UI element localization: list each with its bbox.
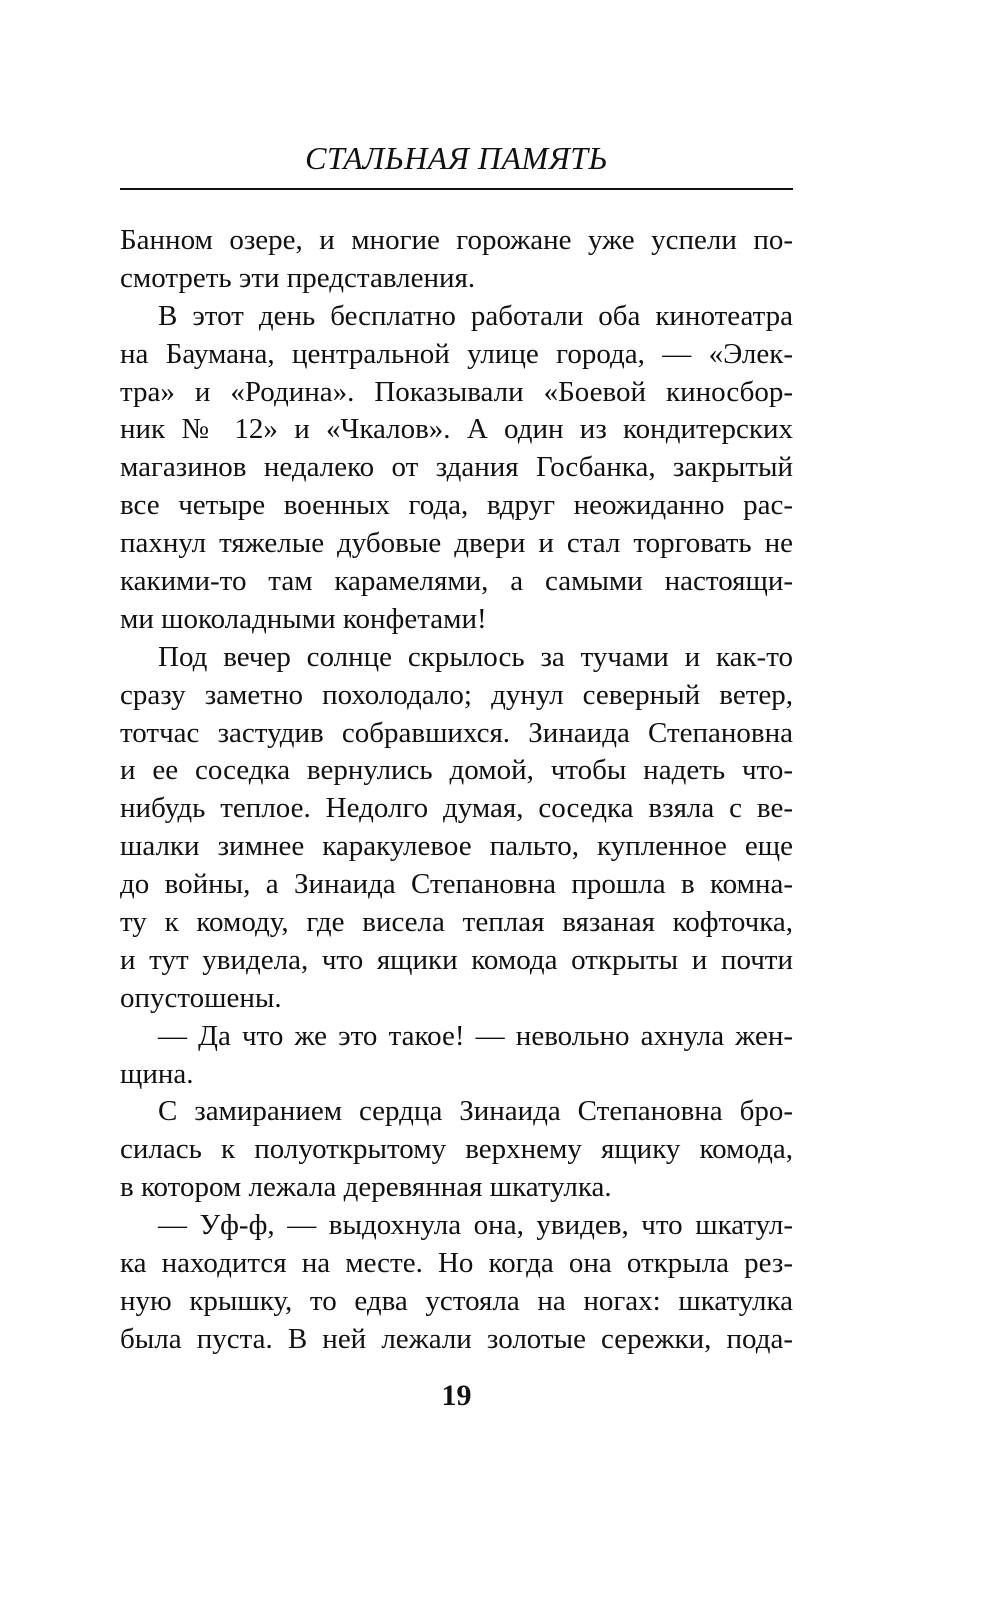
- text-line: смотреть эти представления.: [120, 261, 476, 294]
- text-line: ную крышку, то едва устояла на ногах: шкатулка: [120, 1284, 793, 1317]
- text-line: была пуста. В ней лежали золотые сережки, пода-: [120, 1322, 793, 1355]
- text-line: ту к комоду, где висела теплая вязаная кофточка,: [120, 906, 793, 939]
- text-line: и тут увидела, что ящики комода открыты и почти: [120, 943, 793, 976]
- text-line: Под вечер солнце скрылось за тучами и как-то: [158, 640, 793, 673]
- text-line: магазинов недалеко от здания Госбанка, закрытый: [120, 451, 793, 484]
- text-line: Банном озере, и многие горожане уже успели по-: [120, 224, 793, 256]
- text-line: все четыре военных года, вдруг неожиданно рас-: [120, 489, 793, 522]
- text-line: пахнул тяжелые дубовые двери и стал торговать не: [120, 527, 793, 560]
- text-line: С замиранием сердца Зинаида Степановна бро-: [158, 1095, 793, 1128]
- text-line: шалки зимнее каракулевое пальто, купленное еще: [120, 830, 793, 863]
- text-line: щина.: [120, 1057, 194, 1090]
- text-line: — Уф-ф, — выдохнула она, увидев, что шкатул-: [158, 1209, 793, 1242]
- text-line: на Баумана, центральной улице города, — «Элек-: [120, 337, 793, 370]
- text-line: тотчас застудив собравшихся. Зинаида Степановна: [120, 716, 793, 749]
- book-page: [120, 0, 793, 1616]
- text-line: ник № 12» и «Чкалов». А один из кондитерских: [120, 413, 793, 446]
- text-line: ка находится на месте. Но когда она открыла рез-: [120, 1247, 793, 1280]
- text-line: В этот день бесплатно работали оба кинотеатра: [158, 299, 793, 332]
- text-line: сразу заметно похолодало; дунул северный ветер,: [120, 678, 793, 711]
- text-line: — Да что же это такое! — невольно ахнула жен-: [158, 1019, 793, 1052]
- page-number: 19: [441, 1379, 472, 1412]
- text-line: и ее соседка вернулись домой, чтобы надеть что-: [120, 754, 793, 787]
- text-line: силась к полуоткрытому верхнему ящику комода,: [120, 1133, 793, 1166]
- text-line: какими-то там карамелями, а самыми настоящи-: [120, 565, 793, 598]
- header-rule: [120, 188, 793, 190]
- text-line: тра» и «Родина». Показывали «Боевой киносбор-: [120, 375, 793, 408]
- text-line: в котором лежала деревянная шкатулка.: [120, 1171, 612, 1204]
- text-line: ми шоколадными конфетами!: [120, 602, 487, 635]
- body-text: [120, 222, 793, 1359]
- running-head: СТАЛЬНАЯ ПАМЯТЬ: [305, 140, 608, 176]
- text-line: нибудь теплое. Недолго думая, соседка взяла с ве-: [120, 792, 793, 825]
- text-line: до войны, а Зинаида Степановна прошла в комна-: [120, 868, 793, 901]
- text-line: опустошены.: [120, 981, 282, 1014]
